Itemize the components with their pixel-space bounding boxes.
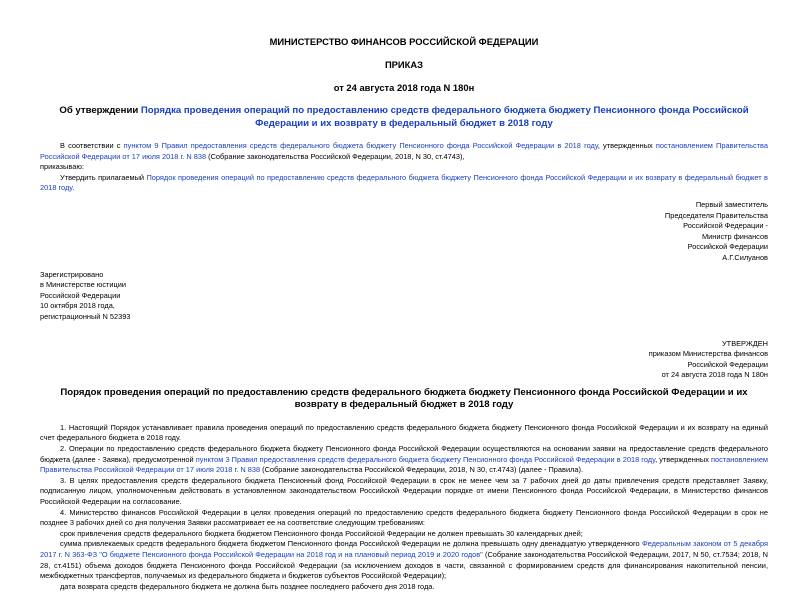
procedure-paragraph-6 [40,539,768,581]
approve-paragraph [40,173,768,194]
p2-text-1: 2. Операции по предоставлению средств федерального бюджета бюджету Пенсионного фонда Российской Федерации осуществляются на основании заявки на предоставление средств федерального бюджета (далее - Заявка), предусмотренной [40,444,768,464]
preamble-paragraph [40,141,768,162]
p6-link-law[interactable]: Федеральным законом от 5 декабря 2017 г. N 363-ФЗ "О бюджете Пенсионного фонда Российской Федерации на 2018 год и на плановый период 2019 и 2020 годов" [40,539,768,559]
document-title [40,105,768,130]
signature-block [40,200,768,264]
doc-date-number: от 24 августа 2018 года N 180н [333,82,475,93]
p6-text-2: (Собрание законодательства Российской Федерации, 2017, N 50, ст.7534; 2018, N 28, ст.4151) объема доходов бюджета Пенсионного фонда Российской Федерации (за исключением доходов в части, связанной с формированием средств для финансирования накопительной пенсии, межбюджетных трансфертов, получаемых из федерального бюджета и бюджетов субъектов Российской Федерации); [40,550,768,581]
ministry-heading: МИНИСТЕРСТВО ФИНАНСОВ РОССИЙСКОЙ ФЕДЕРАЦИИ [269,36,539,47]
preamble-text-3: (Собрание законодательства Российской Федерации, 2018, N 30, ст.4743), [206,151,465,161]
order-word: приказываю: [40,162,84,172]
procedure-paragraph-7: дата возврата средств федерального бюджета не должна быть позднее последнего рабочего дня 2018 года. [60,581,435,591]
preamble-link-decree[interactable]: постановлением Правительства Российской Федерации от 17 июля 2018 г. N 838 [40,141,769,161]
preamble-text-1: В соответствии с [60,141,124,150]
procedure-paragraph-4: 4. Министерство финансов Российской Федерации в целях проведения операций по предоставлению средств федерального бюджета бюджету Пенсионного фонда Российской Федерации в срок не позднее 3 рабочих дней со дня получения Заявки рассматривает ее на соответствие следующим требованиям: [40,507,768,528]
preamble-link-rules[interactable]: пунктом 9 Правил предоставления средств федерального бюджета бюджету Пенсионного фонда Российской Федерации в 2018 году [123,141,598,150]
signature-line: Российской Федерации - [683,221,768,231]
procedure-heading: Порядок проведения операций по предоставлению средств федерального бюджета бюджету Пенсионного фонда Российской Федерации и их возврату в федеральный бюджет в 2018 году [60,386,748,411]
registration-line: Российской Федерации [40,290,121,300]
approved-line: приказом Министерства финансов [648,349,768,359]
preamble-text-2: , утвержденных [597,141,656,150]
approve-link[interactable]: Порядок проведения операций по предоставлению средств федерального бюджета бюджету Пенсионного фонда Российской Федерации и их возврату в федеральный бюджет в 2018 году [40,172,768,193]
signature-line: Первый заместитель [695,199,768,209]
p2-link-decree[interactable]: постановлением Правительства Российской Федерации от 17 июля 2018 г. N 838 [40,454,769,475]
p6-text-1: сумма привлекаемых средств федерального бюджета бюджетом Пенсионного фонда Российской Федерации не должна превышать одну двенадцатую утвержденного [60,539,642,549]
p2-text-2: , утвержденных [655,454,712,464]
registration-block [40,270,768,323]
approve-text-2: . [72,183,75,193]
approved-line: от 24 августа 2018 года N 180н [661,370,768,380]
approve-text-1: Утвердить прилагаемый [60,172,147,182]
doc-type-heading: ПРИКАЗ [384,59,424,70]
p2-link-rules[interactable]: пунктом 3 Правил предоставления средств федерального бюджета бюджету Пенсионного фонда Российской Федерации в 2018 году [195,454,656,464]
procedure-paragraph-3: 3. В целях предоставления средств федерального бюджета Пенсионный фонд Российской Федерации в срок не менее чем за 7 рабочих дней до даты привлечения средств представляет Заявку, подписанную лицом, уполномоченным действовать в установленном законодательством Российской Федерации порядке от имени Пенсионного фонда Российской Федерации, в Министерство финансов Российской Федерации на согласование. [40,475,768,507]
registration-line: регистрационный N 52393 [40,311,131,321]
approved-block [40,339,768,381]
signature-line: Российской Федерации [687,242,768,252]
registration-line: Зарегистрировано [40,269,104,279]
title-link[interactable]: Порядка проведения операций по предоставлению средств федерального бюджета бюджету Пенсионного фонда Российской Федерации и их возврату в федеральный бюджет в 2018 году [140,105,749,129]
document [40,36,768,592]
approved-line: УТВЕРЖДЕН [721,338,768,348]
procedure-paragraph-2 [40,444,768,476]
registration-line: 10 октября 2018 года, [40,301,115,311]
signature-line: Министр финансов [701,231,768,241]
procedure-paragraph-5: срок привлечения средств федерального бюджета бюджетом Пенсионного фонда Российской Федерации не должен превышать 30 календарных дней; [60,528,583,538]
p2-text-3: (Собрание законодательства Российской Федерации, 2018, N 30, ст.4743) (далее - Правила). [260,465,584,475]
signature-line: А.Г.Силуанов [722,252,768,262]
signature-line: Председателя Правительства [664,210,768,220]
approved-line: Российской Федерации [687,359,768,369]
title-prefix: Об утверждении [59,105,141,116]
procedure-paragraph-1: 1. Настоящий Порядок устанавливает правила проведения операций по предоставлению средств федерального бюджета бюджету Пенсионного фонда Российской Федерации и их возврату на единый счет федерального бюджета в 2018 году. [40,422,768,443]
registration-line: в Министерстве юстиции [40,280,127,290]
